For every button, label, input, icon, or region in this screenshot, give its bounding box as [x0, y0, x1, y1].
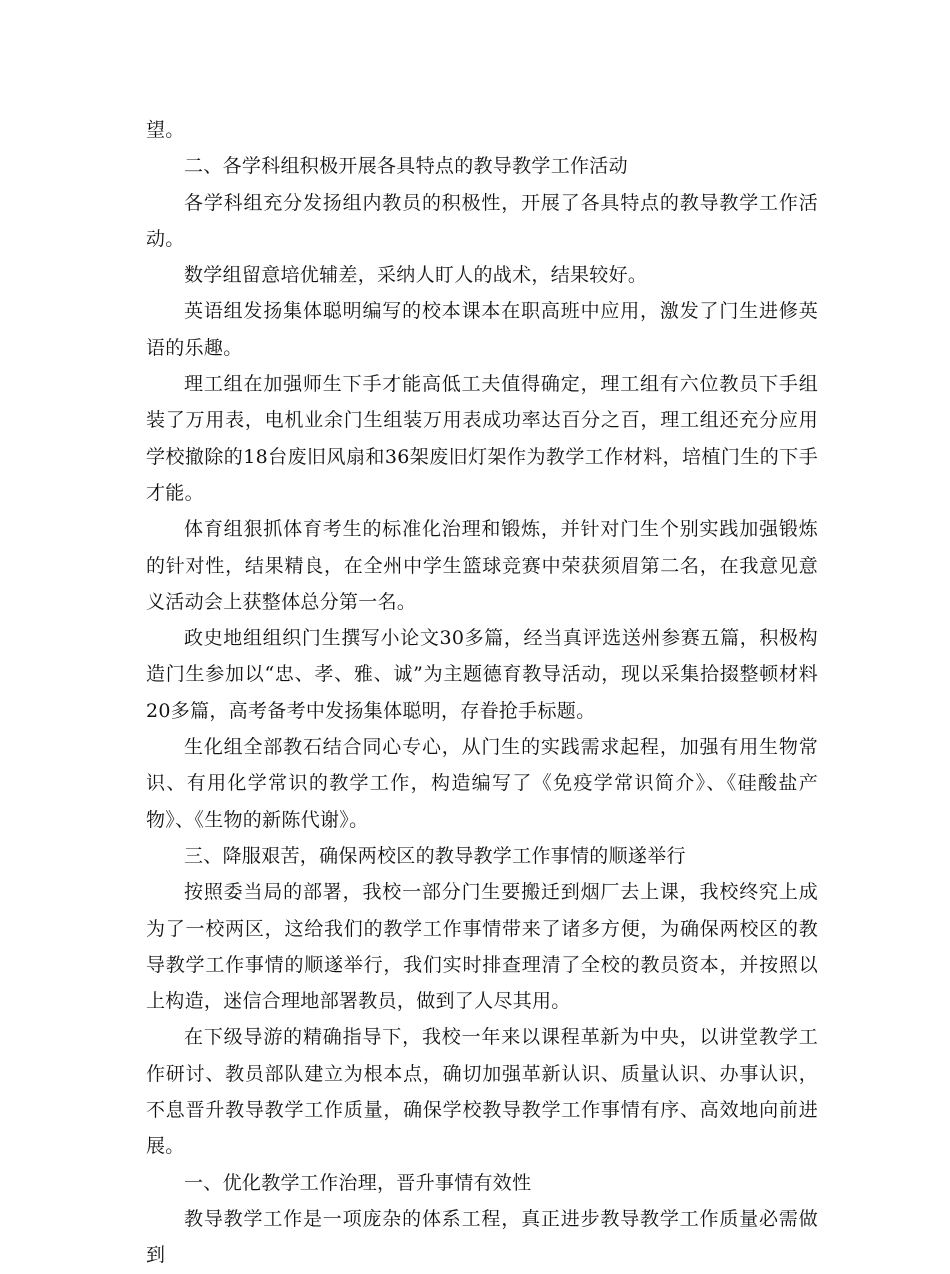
- section-heading-3: 三、降服艰苦，确保两校区的教导教学工作事情的顺遂举行: [184, 844, 686, 867]
- paragraph: 各学科组充分发扬组内教员的积极性，开展了各具特点的教导教学工作活动。: [146, 191, 818, 250]
- paragraph: 生化组全部教石结合同心专心，从门生的实践需求起程，加强有用生物常识、有用化学常识的教学工作，构造编写了《免疫学常识简介》、《硅酸盐产物》、《生物的新陈代谢》。: [146, 736, 818, 831]
- paragraph: 英语组发扬集体聪明编写的校本课本在职高班中应用，激发了门生进修英语的乐趣。: [146, 300, 818, 359]
- paragraph-continuation: 望。: [146, 119, 185, 141]
- paragraph: 理工组在加强师生下手才能高低工夫值得确定，理工组有六位教员下手组装了万用表，电机业余门生组装万用表成功率达百分之百，理工组还充分应用学校撤除的18台废旧风扇和36架废旧灯架作为教学工作材料，培植门生的下手才能。: [146, 373, 818, 504]
- document-body: [146, 112, 818, 1274]
- paragraph: 体育组狠抓体育考生的标准化治理和锻炼，并针对门生个别实践加强锻炼的针对性，结果精良，在全州中学生篮球竞赛中荣获须眉第二名，在我意见意义活动会上获整体总分第一名。: [146, 518, 818, 613]
- paragraph: 按照委当局的部署，我校一部分门生要搬迁到烟厂去上课，我校终究上成为了一校两区，这给我们的教学工作事情带来了诸多方便，为确保两校区的教导教学工作事情的顺遂举行，我们实时排查理清了全校的教员资本，并按照以上构造，迷信合理地部署教员，做到了人尽其用。: [146, 881, 818, 1013]
- paragraph: 数学组留意培优辅差，采纳人盯人的战术，结果较好。: [184, 264, 648, 287]
- paragraph: 教导教学工作是一项庞杂的体系工程，真正进步教导教学工作质量必需做到: [146, 1207, 818, 1267]
- paragraph: 政史地组组织门生撰写小论文30多篇，经当真评选送州参赛五篇，积极构造门生参加以“忠、孝、雅、诚”为主题德育教导活动，现以采集拾掇整顿材料20多篇，高考备考中发扬集体聪明，存眷抢手标题。: [146, 627, 818, 722]
- paragraph: 在下级导游的精确指导下，我校一年来以课程革新为中央，以讲堂教学工作研讨、教员部队建立为根本点，确切加强革新认识、质量认识、办事认识，不息晋升教导教学工作质量，确保学校教导教学工作事情有序、高效地向前进展。: [146, 1026, 818, 1158]
- section-heading-1: 一、优化教学工作治理，晋升事情有效性: [184, 1171, 532, 1194]
- section-heading-2: 二、各学科组积极开展各具特点的教导教学工作活动: [184, 155, 628, 178]
